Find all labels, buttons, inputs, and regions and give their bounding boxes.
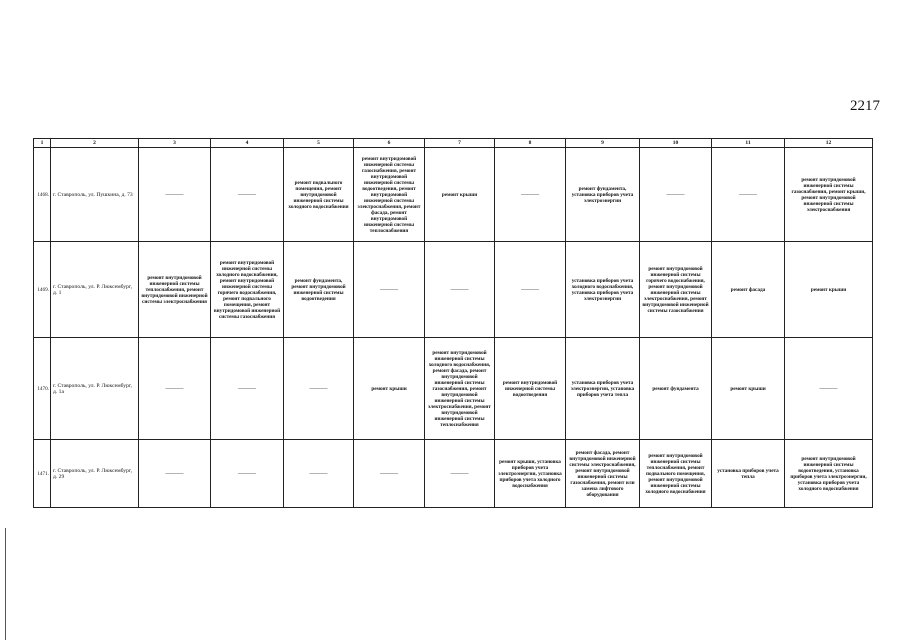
column-header: 12 bbox=[785, 139, 873, 148]
column-header: 10 bbox=[640, 139, 712, 148]
address-cell: г. Ставрополь, ул. Р. Люксембург, д. 1 bbox=[51, 242, 139, 338]
period-cell: ремонт внутридомовой инженерной системы горячего водоснабжения, ремонт внутридомовой инженерной системы электроснабжения, ремонт внутридомовой инженерной системы газоснабжения bbox=[640, 242, 712, 338]
column-header: 2 bbox=[51, 139, 139, 148]
period-cell: ——— bbox=[785, 338, 873, 440]
column-header: 5 bbox=[284, 139, 354, 148]
column-header: 7 bbox=[425, 139, 495, 148]
column-header: 3 bbox=[139, 139, 211, 148]
period-cell: ремонт внутридомовой инженерной системы холодного водоснабжения, ремонт внутридомовой инженерной системы горячего водоснабжения, ремонт подвального помещения, ремонт внутридомовой инженерной системы газоснабжения bbox=[211, 242, 284, 338]
period-cell: ремонт фасада, ремонт внутридомовой инженерной системы электроснабжения, ремонт внутридомовой инженерной системы газоснабжения, ремонт или замена лифтового оборудования bbox=[566, 440, 640, 508]
period-cell: установка приборов учета холодного водоснабжения, установка приборов учета электроэнергии bbox=[566, 242, 640, 338]
period-cell: ——— bbox=[139, 440, 211, 508]
period-cell: ремонт фундамента, ремонт внутридомовой инженерной системы водоотведения bbox=[284, 242, 354, 338]
period-cell: ——— bbox=[211, 338, 284, 440]
period-cell: ремонт крыши bbox=[785, 242, 873, 338]
period-cell: ——— bbox=[495, 242, 566, 338]
period-cell: ремонт крыши bbox=[354, 338, 425, 440]
row-number: 1470. bbox=[34, 338, 51, 440]
table-row bbox=[34, 242, 873, 338]
repair-schedule-table bbox=[33, 138, 873, 508]
period-cell: ——— bbox=[211, 148, 284, 242]
period-cell: ремонт внутридомовой инженерной системы газоснабжения, ремонт внутридомовой инженерной системы водоотведения, ремонт внутридомовой инженерной системы электроснабжения, ремонт фасада, ремонт внутридомовой инженерной системы теплоснабжения bbox=[354, 148, 425, 242]
row-number: 1469. bbox=[34, 242, 51, 338]
period-cell: ремонт фундамента, установка приборов учета электроэнергии bbox=[566, 148, 640, 242]
period-cell: ——— bbox=[640, 148, 712, 242]
period-cell: ремонт внутридомовой инженерной системы водоотведения, установка приборов учета электроэнергии, установка приборов учета холодного водоснабжения bbox=[785, 440, 873, 508]
column-number-row bbox=[34, 139, 873, 148]
column-header: 6 bbox=[354, 139, 425, 148]
period-cell: ——— bbox=[211, 440, 284, 508]
period-cell: ремонт подвального помещения, ремонт внутридомовой инженерной системы холодного водоснабжения bbox=[284, 148, 354, 242]
period-cell: ремонт фундамента bbox=[640, 338, 712, 440]
page-number: 2217 bbox=[850, 98, 880, 114]
period-cell: ——— bbox=[354, 242, 425, 338]
address-cell: г. Ставрополь, ул. Пушкина, д. 73 bbox=[51, 148, 139, 242]
period-cell: ремонт внутридомовой инженерной системы теплоснабжения, ремонт внутридомовой инженерной системы электроснабжения bbox=[139, 242, 211, 338]
margin-line bbox=[5, 528, 7, 640]
period-cell: ремонт внутридомовой инженерной системы теплоснабжения, ремонт подвального помещения, ремонт внутридомовой инженерной системы холодного водоснабжения bbox=[640, 440, 712, 508]
period-cell: ——— bbox=[712, 148, 785, 242]
period-cell: ремонт крыши bbox=[425, 148, 495, 242]
row-number: 1471. bbox=[34, 440, 51, 508]
period-cell: ——— bbox=[354, 440, 425, 508]
period-cell: ——— bbox=[425, 440, 495, 508]
period-cell: ремонт фасада bbox=[712, 242, 785, 338]
column-header: 1 bbox=[34, 139, 51, 148]
period-cell: установка приборов учета тепла bbox=[712, 440, 785, 508]
period-cell: ремонт внутридомовой инженерной системы газоснабжения, ремонт крыши, ремонт внутридомовой инженерной системы электроснабжения bbox=[785, 148, 873, 242]
column-header: 11 bbox=[712, 139, 785, 148]
column-header: 4 bbox=[211, 139, 284, 148]
period-cell: установка приборов учета электроэнергии, установка приборов учета тепла bbox=[566, 338, 640, 440]
column-header: 8 bbox=[495, 139, 566, 148]
period-cell: ремонт внутридомовой инженерной системы холодного водоснабжения, ремонт фасада, ремонт внутридомовой инженерной системы газоснабжения, ремонт внутридомовой инженерной системы электроснабжения, ремонт внутридомовой инженерной системы теплоснабжения bbox=[425, 338, 495, 440]
period-cell: ——— bbox=[284, 338, 354, 440]
row-number: 1468. bbox=[34, 148, 51, 242]
period-cell: ремонт крыши, установка приборов учета электроэнергии, установка приборов учета холодного водоснабжения bbox=[495, 440, 566, 508]
table-row bbox=[34, 440, 873, 508]
address-cell: г. Ставрополь, ул. Р. Люксембург, д. 29 bbox=[51, 440, 139, 508]
period-cell: ——— bbox=[495, 148, 566, 242]
period-cell: ремонт крыши bbox=[712, 338, 785, 440]
period-cell: ——— bbox=[139, 148, 211, 242]
column-header: 9 bbox=[566, 139, 640, 148]
period-cell: ——— bbox=[139, 338, 211, 440]
table-row bbox=[34, 338, 873, 440]
period-cell: ремонт внутридомовой инженерной системы водоотведения bbox=[495, 338, 566, 440]
period-cell: ——— bbox=[284, 440, 354, 508]
table-row bbox=[34, 148, 873, 242]
period-cell: ——— bbox=[425, 242, 495, 338]
address-cell: г. Ставрополь, ул. Р. Люксембург, д. 1а bbox=[51, 338, 139, 440]
